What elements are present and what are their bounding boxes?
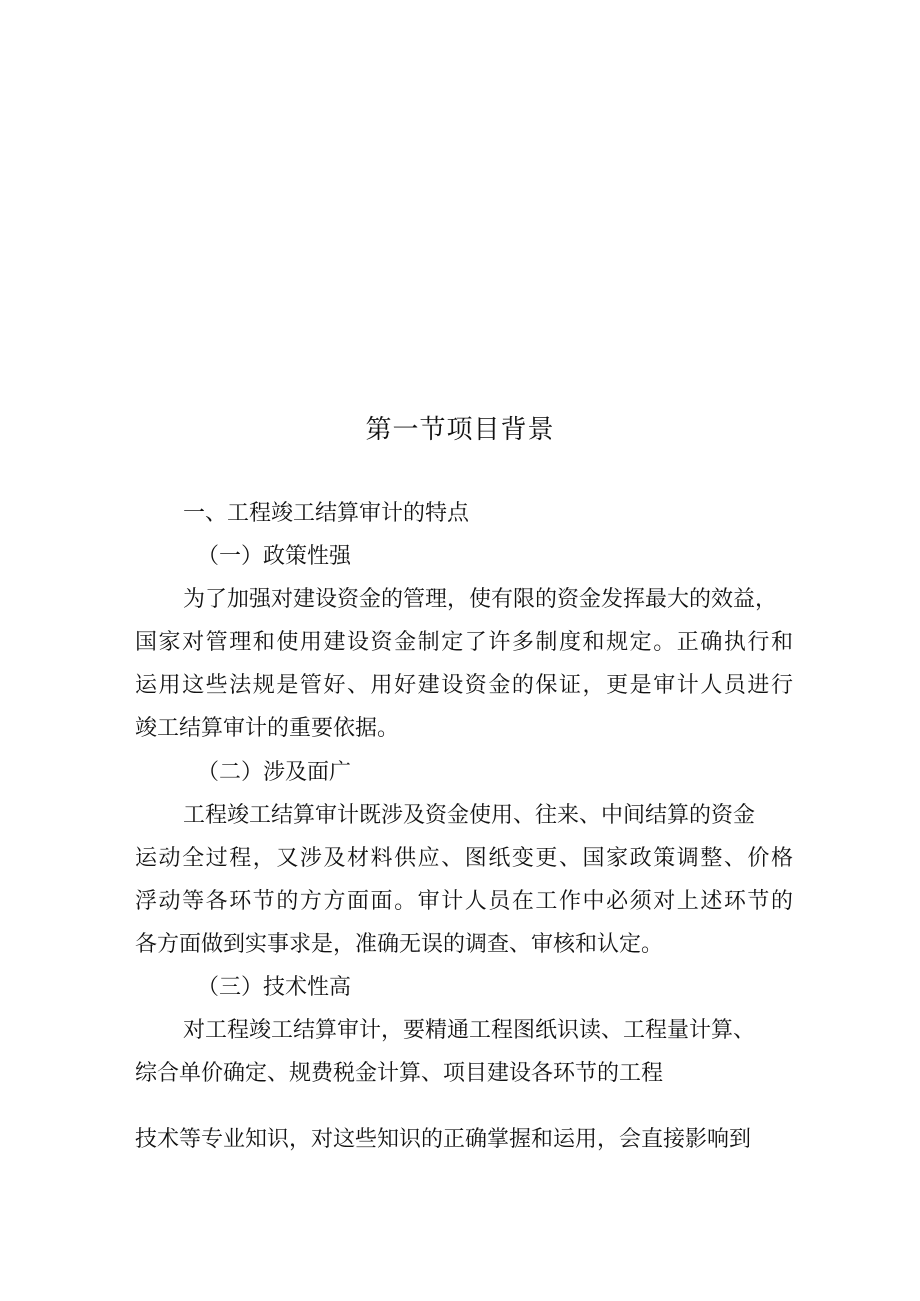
paragraph-line: 竣工结算审计的重要依据。 [135, 716, 400, 741]
paragraph-line: 浮动等各环节的方方面面。审计人员在工作中必须对上述环节的 [135, 889, 793, 914]
paragraph-line: 各方面做到实事求是，准确无误的调查、审核和认定。 [135, 932, 664, 957]
paragraph-line: 工程竣工结算审计既涉及资金使用、往来、中间结算的资金 [183, 803, 756, 828]
paragraph-line: 综合单价确定、规费税金计算、项目建设各环节的工程 [135, 1061, 664, 1086]
subsection-heading: （二）涉及面广 [197, 760, 352, 785]
page-title: 第一节项目背景 [365, 415, 555, 445]
subsection-heading: （三）技术性高 [197, 975, 352, 1000]
paragraph-line: 对工程竣工结算审计，要精通工程图纸识读、工程量计算、 [183, 1018, 756, 1043]
paragraph-line: 国家对管理和使用建设资金制定了许多制度和规定。正确执行和 [135, 630, 793, 655]
paragraph-line: 运用这些法规是管好、用好建设资金的保证，更是审计人员进行 [135, 673, 793, 698]
subsection-heading: （一）政策性强 [197, 544, 352, 569]
paragraph-line: 为了加强对建设资金的管理，使有限的资金发挥最大的效益， [183, 587, 778, 612]
paragraph-line: 技术等专业知识，对这些知识的正确掌握和运用，会直接影响到 [135, 1127, 752, 1152]
paragraph-line: 运动全过程，又涉及材料供应、图纸变更、国家政策调整、价格 [135, 846, 793, 871]
section-heading: 一、工程竣工结算审计的特点 [183, 501, 470, 526]
